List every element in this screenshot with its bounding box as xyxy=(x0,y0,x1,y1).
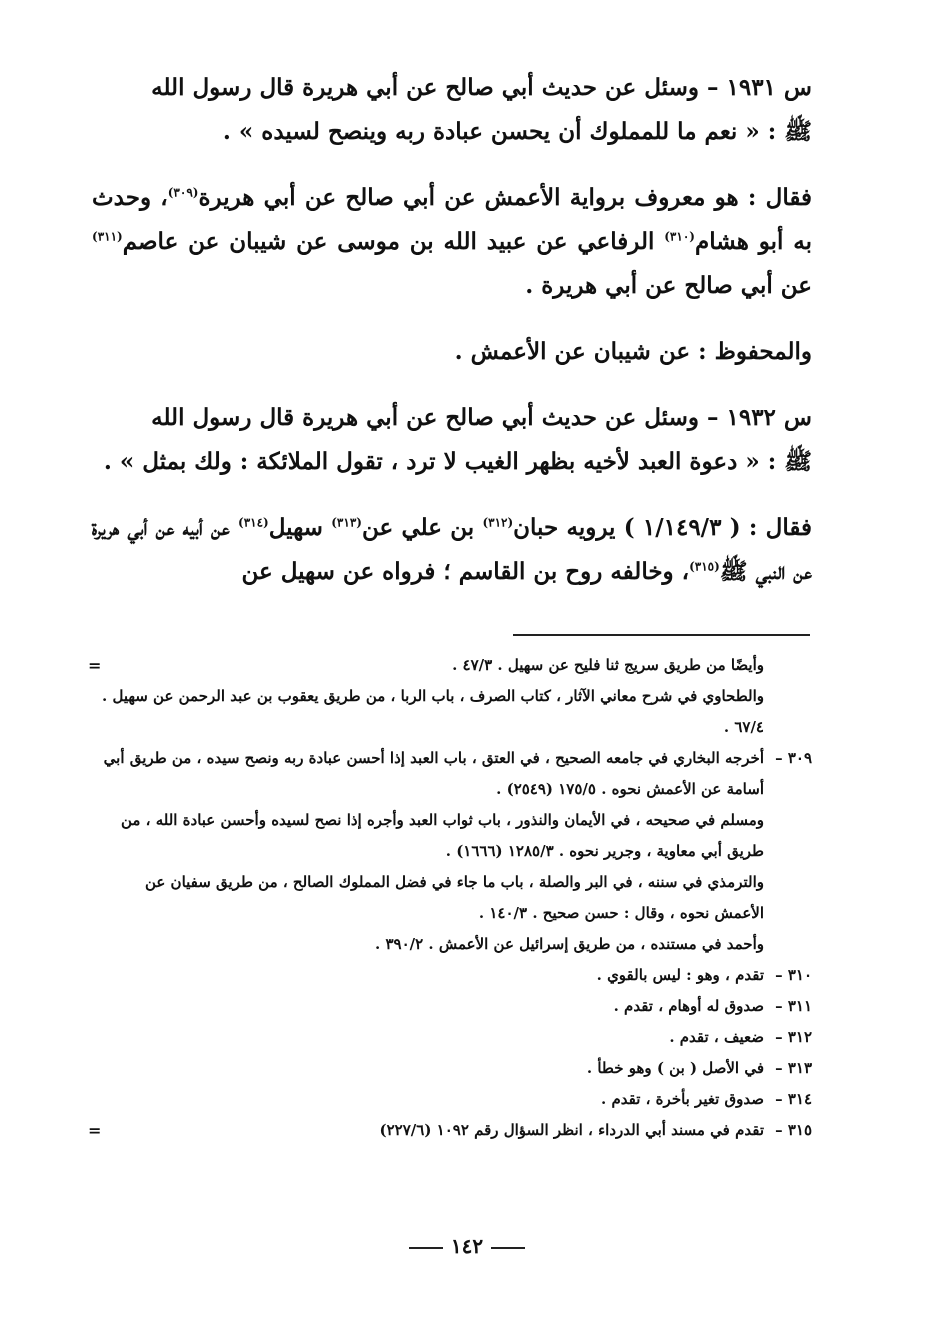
question-line: ﷺ : « دعوة العبد لأخيه بظهر الغيب لا ترد ، تقول الملائكة : ولك بمثل » . xyxy=(103,448,812,475)
continuation-mark: = xyxy=(88,1121,102,1140)
footnote-310: ٣١٠ – تقدم ، وهو : ليس بالقوي . xyxy=(92,960,812,991)
footnote-number: ٣١١ – xyxy=(775,997,812,1015)
answer-text: سهيل xyxy=(268,514,332,541)
footnote-ref: (٣١٣) xyxy=(331,515,362,530)
footnote-number: ٣١٤ – xyxy=(775,1090,812,1108)
page-number-dash xyxy=(491,1247,525,1249)
footnote-311: ٣١١ – صدوق له أوهام ، تقدم . xyxy=(92,991,812,1022)
question-line: س ١٩٣٢ – وسئل عن حديث أبي صالح عن أبي هريرة قال رسول الله xyxy=(151,404,812,431)
question-line: ﷺ : « نعم ما للمملوك أن يحسن عبادة ربه وينصح لسيده » . xyxy=(222,118,812,145)
footnote-number: ٣١٠ – xyxy=(775,966,812,984)
answer-1932 xyxy=(92,506,812,594)
question-line: س ١٩٣١ – وسئل عن حديث أبي صالح عن أبي هريرة قال رسول الله xyxy=(151,74,812,101)
page-number-value: ١٤٢ xyxy=(450,1234,484,1258)
footnote-number: ٣١٥ – xyxy=(775,1121,812,1139)
footnote-ref: (٣٠٩) xyxy=(167,185,199,200)
question-1932 xyxy=(92,396,812,484)
footnote-312: ٣١٢ – ضعيف ، تقدم . xyxy=(92,1022,812,1053)
continuation-mark: = xyxy=(88,656,102,675)
answer-text: عن أبي صالح عن أبي هريرة . xyxy=(525,272,812,299)
answer-text: بن علي عن xyxy=(361,514,483,541)
footnote-ref: (٣١١) xyxy=(92,229,123,244)
answer-1931 xyxy=(92,176,812,308)
answer-text: فقال : ( ١/١٤٩/٣ ) يرويه حبان xyxy=(513,514,812,541)
question-1931 xyxy=(92,66,812,154)
footnote-314: ٣١٤ – صدوق تغير بأخرة ، تقدم . xyxy=(92,1084,812,1115)
footnote-number: ٣١٢ – xyxy=(775,1028,812,1046)
answer-text: الرفاعي عن عبيد الله بن موسى عن شيبان عن عاصم xyxy=(122,228,665,255)
footnote-309: ٣٠٩ – أخرجه البخاري في جامعه الصحيح ، في العتق ، باب العبد إذا أحسن عبادة ربه ونصح سيده ، من طريق أبي أسامة عن الأعمش نحوه . ١٧٥/٥ (٢٥٤٩) . ومسلم في صحيحه ، في الأيمان والنذور ، باب ثواب العبد وأجره إذا نصح لسيده وأحسن عبادة الله ، من طريق أبي معاوية ، وجرير نحوه . ١٢٨٥/٣ (١٦٦٦) . والترمذي في سننه ، في البر والصلة ، باب ما جاء في فضل المملوك الصالح ، من طريق سفيان عن الأعمش نحوه ، وقال : حسن صحيح . ١٤٠/٣ . وأحمد في مستنده ، من طريق إسرائيل عن الأعمش . ٣٩٠/٢ . xyxy=(92,743,812,960)
page-number-dash xyxy=(409,1247,443,1249)
footnote-315: ٣١٥ – = تقدم في مسند أبي الدرداء ، انظر السؤال رقم ١٠٩٢ (٢٢٧/٦) xyxy=(92,1115,812,1146)
answer-text: عن أبيه عن أبي هريرة عن النبي ﷺ xyxy=(92,514,812,585)
main-text xyxy=(92,66,812,616)
footnote-number: ٣٠٩ – xyxy=(775,749,812,767)
footnote-ref: (٣١٤) xyxy=(238,515,269,530)
answer-text: فقال : هو معروف برواية الأعمش عن أبي صالح عن أبي هريرة xyxy=(198,184,813,211)
footnotes xyxy=(88,650,812,1146)
footnote-ref: (٣١٥) xyxy=(689,559,720,574)
footnote-number: ٣١٣ – xyxy=(775,1059,812,1077)
footnote-divider xyxy=(513,634,810,636)
footnote-continuation: = وأيضًا من طريق سريج ثنا فليح عن سهيل . ٤٧/٣ . والطحاوي في شرح معاني الآثار ، كتاب الصرف ، باب الربا ، من طريق يعقوب بن عبد الرحمن عن سهيل . ٦٧/٤ . xyxy=(92,650,812,743)
footnote-ref: (٣١٠) xyxy=(664,229,695,244)
answer-text: ، وخالفه روح بن القاسم ؛ فرواه عن سهيل عن xyxy=(241,558,690,585)
page-number xyxy=(0,1234,934,1258)
answer-text: ، وحدث به أبو هشام xyxy=(92,184,812,255)
mahfuz-note: والمحفوظ : عن شيبان عن الأعمش . xyxy=(454,338,812,365)
footnote-ref: (٣١٢) xyxy=(482,515,514,530)
footnote-313: ٣١٣ – في الأصل ( بن ) وهو خطأ . xyxy=(92,1053,812,1084)
